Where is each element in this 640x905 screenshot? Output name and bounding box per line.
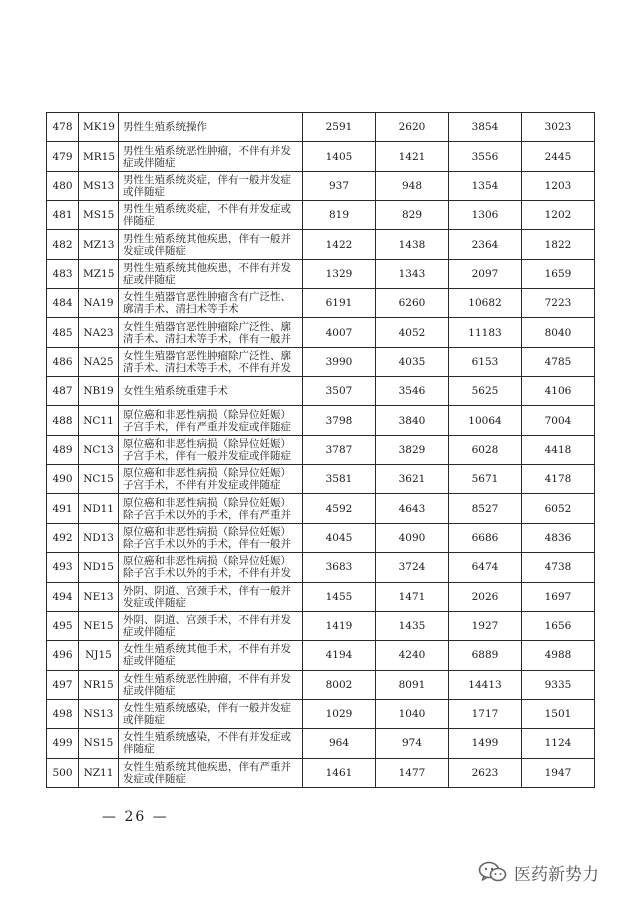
value-col-3: 1306 (449, 201, 522, 230)
drg-name-text: 女性生殖系统感染，不伴有并发症或伴随症 (123, 731, 291, 756)
drg-code: MS15 (79, 201, 119, 230)
drg-code: NA19 (79, 289, 119, 318)
value-col-2: 2620 (376, 113, 449, 142)
row-number: 481 (47, 201, 79, 230)
value-col-4: 3023 (522, 113, 595, 142)
value-col-2: 6260 (376, 289, 449, 318)
value-col-2: 1471 (376, 582, 449, 611)
value-col-3: 2364 (449, 230, 522, 259)
value-col-4: 1659 (522, 259, 595, 288)
value-col-2: 4090 (376, 523, 449, 552)
value-col-1: 8002 (303, 670, 376, 699)
value-col-2: 1435 (376, 611, 449, 640)
value-col-3: 2026 (449, 582, 522, 611)
row-number: 486 (47, 347, 79, 376)
drg-name (119, 142, 303, 171)
value-col-4: 6052 (522, 494, 595, 523)
value-col-1: 6191 (303, 289, 376, 318)
value-col-3: 5625 (449, 377, 522, 406)
value-col-3: 3556 (449, 142, 522, 171)
row-number: 494 (47, 582, 79, 611)
value-col-2: 1438 (376, 230, 449, 259)
drg-name-text: 女性生殖系统感染，伴有一般并发症或伴随症 (123, 702, 291, 727)
drg-name-text: 女性生殖系统其他疾患，伴有严重并发症或伴随症 (123, 760, 291, 785)
value-col-3: 6686 (449, 523, 522, 552)
drg-name-text: 女性生殖器官恶性肿瘤除广泛性、廓清手术、清扫术等手术，伴有一般并 (123, 320, 291, 345)
table-row (47, 406, 595, 435)
value-col-2: 1477 (376, 758, 449, 787)
drg-code: MS13 (79, 171, 119, 200)
table-row (47, 729, 595, 758)
value-col-1: 4007 (303, 318, 376, 347)
drg-code: NZ11 (79, 758, 119, 787)
value-col-3: 8527 (449, 494, 522, 523)
drg-name-text: 原位癌和非恶性病损（除异位妊娠）除子宫手术以外的手术，伴有一般并 (123, 525, 291, 550)
row-number: 499 (47, 729, 79, 758)
drg-code: NC15 (79, 465, 119, 494)
value-col-3: 6153 (449, 347, 522, 376)
table-row (47, 670, 595, 699)
table-body (47, 113, 595, 788)
value-col-3: 2623 (449, 758, 522, 787)
value-col-3: 10064 (449, 406, 522, 435)
value-col-3: 2097 (449, 259, 522, 288)
drg-name-text: 男性生殖系统炎症，伴有一般并发症或伴随症 (123, 173, 291, 198)
value-col-4: 4738 (522, 553, 595, 582)
drg-name (119, 699, 303, 728)
drg-name (119, 347, 303, 376)
value-col-2: 4052 (376, 318, 449, 347)
value-col-3: 10682 (449, 289, 522, 318)
drg-code: NE13 (79, 582, 119, 611)
value-col-1: 937 (303, 171, 376, 200)
table-row (47, 113, 595, 142)
row-number: 500 (47, 758, 79, 787)
drg-name (119, 611, 303, 640)
drg-name (119, 406, 303, 435)
row-number: 488 (47, 406, 79, 435)
value-col-1: 3683 (303, 553, 376, 582)
drg-name (119, 230, 303, 259)
drg-name (119, 318, 303, 347)
value-col-3: 3854 (449, 113, 522, 142)
drg-table-container (46, 112, 594, 788)
drg-name-text: 男性生殖系统操作 (123, 121, 207, 134)
value-col-2: 948 (376, 171, 449, 200)
value-col-4: 4178 (522, 465, 595, 494)
drg-code: MR15 (79, 142, 119, 171)
drg-name (119, 641, 303, 670)
drg-code: NJ15 (79, 641, 119, 670)
drg-name-text: 女性生殖系统恶性肿瘤，不伴有并发症或伴随症 (123, 672, 291, 697)
drg-code: NA25 (79, 347, 119, 376)
value-col-4: 1202 (522, 201, 595, 230)
value-col-1: 4592 (303, 494, 376, 523)
drg-name-text: 男性生殖系统其他疾患，不伴有并发症或伴随症 (123, 261, 291, 286)
table-row (47, 435, 595, 464)
value-col-3: 1354 (449, 171, 522, 200)
watermark-text: 医药新势力 (514, 864, 599, 885)
drg-name (119, 523, 303, 552)
table-row (47, 553, 595, 582)
drg-code: NC11 (79, 406, 119, 435)
value-col-4: 4785 (522, 347, 595, 376)
value-col-1: 4045 (303, 523, 376, 552)
value-col-2: 4035 (376, 347, 449, 376)
row-number: 484 (47, 289, 79, 318)
value-col-1: 819 (303, 201, 376, 230)
table-row (47, 465, 595, 494)
table-row (47, 494, 595, 523)
drg-name (119, 377, 303, 406)
row-number: 485 (47, 318, 79, 347)
drg-name-text: 女性生殖系统其他手术，不伴有并发症或伴随症 (123, 643, 291, 668)
drg-name-text: 女性生殖系统重建手术 (123, 385, 228, 398)
value-col-2: 3621 (376, 465, 449, 494)
value-col-1: 1029 (303, 699, 376, 728)
value-col-2: 829 (376, 201, 449, 230)
table-row (47, 318, 595, 347)
drg-name (119, 729, 303, 758)
drg-code: NS15 (79, 729, 119, 758)
drg-name (119, 465, 303, 494)
table-row (47, 377, 595, 406)
value-col-4: 4988 (522, 641, 595, 670)
value-col-4: 4106 (522, 377, 595, 406)
drg-code: ND15 (79, 553, 119, 582)
row-number: 492 (47, 523, 79, 552)
value-col-3: 6889 (449, 641, 522, 670)
drg-name-text: 女性生殖器官恶性肿瘤含有广泛性、廓清手术、清扫术等手术 (123, 291, 291, 316)
value-col-2: 3724 (376, 553, 449, 582)
drg-name (119, 289, 303, 318)
value-col-2: 4643 (376, 494, 449, 523)
value-col-2: 1343 (376, 259, 449, 288)
value-col-3: 11183 (449, 318, 522, 347)
drg-name-text: 女性生殖器官恶性肿瘤除广泛性、廓清手术、清扫术等手术，不伴有并发 (123, 349, 291, 374)
drg-name (119, 758, 303, 787)
value-col-1: 2591 (303, 113, 376, 142)
value-col-4: 1697 (522, 582, 595, 611)
row-number: 489 (47, 435, 79, 464)
value-col-4: 7223 (522, 289, 595, 318)
value-col-3: 5671 (449, 465, 522, 494)
value-col-2: 4240 (376, 641, 449, 670)
drg-code: NR15 (79, 670, 119, 699)
table-row (47, 523, 595, 552)
row-number: 491 (47, 494, 79, 523)
row-number: 487 (47, 377, 79, 406)
table-row (47, 259, 595, 288)
value-col-4: 2445 (522, 142, 595, 171)
row-number: 498 (47, 699, 79, 728)
table-row (47, 201, 595, 230)
drg-code: MK19 (79, 113, 119, 142)
drg-name-text: 男性生殖系统恶性肿瘤，不伴有并发症或伴随症 (123, 144, 291, 169)
drg-name (119, 201, 303, 230)
row-number: 482 (47, 230, 79, 259)
value-col-4: 1822 (522, 230, 595, 259)
wechat-icon (478, 860, 508, 884)
value-col-1: 1461 (303, 758, 376, 787)
value-col-4: 8040 (522, 318, 595, 347)
value-col-2: 3840 (376, 406, 449, 435)
value-col-2: 1040 (376, 699, 449, 728)
drg-code: NA23 (79, 318, 119, 347)
value-col-3: 1927 (449, 611, 522, 640)
row-number: 479 (47, 142, 79, 171)
value-col-2: 8091 (376, 670, 449, 699)
table-row (47, 582, 595, 611)
value-col-4: 1947 (522, 758, 595, 787)
drg-name (119, 171, 303, 200)
drg-name-text: 原位癌和非恶性病损（除异位妊娠）子宫手术，不伴有并发症或伴随症 (123, 467, 291, 492)
table-row (47, 230, 595, 259)
row-number: 497 (47, 670, 79, 699)
value-col-1: 1455 (303, 582, 376, 611)
drg-name-text: 原位癌和非恶性病损（除异位妊娠）子宫手术，伴有一般并发症或伴随症 (123, 437, 291, 462)
drg-name (119, 494, 303, 523)
row-number: 495 (47, 611, 79, 640)
row-number: 493 (47, 553, 79, 582)
drg-code: NS13 (79, 699, 119, 728)
value-col-1: 1422 (303, 230, 376, 259)
value-col-3: 1499 (449, 729, 522, 758)
value-col-1: 1405 (303, 142, 376, 171)
table-row (47, 611, 595, 640)
drg-name-text: 原位癌和非恶性病损（除异位妊娠）除子宫手术以外的手术，伴有严重并 (123, 496, 291, 521)
row-number: 496 (47, 641, 79, 670)
table-row (47, 641, 595, 670)
value-col-1: 3581 (303, 465, 376, 494)
table-row (47, 699, 595, 728)
drg-name (119, 582, 303, 611)
drg-name-text: 男性生殖系统其他疾患，伴有一般并发症或伴随症 (123, 232, 291, 257)
drg-code: MZ15 (79, 259, 119, 288)
drg-code: MZ13 (79, 230, 119, 259)
value-col-1: 3798 (303, 406, 376, 435)
value-col-1: 964 (303, 729, 376, 758)
drg-name (119, 553, 303, 582)
drg-name-text: 外阴、阴道、宫颈手术，不伴有并发症或伴随症 (123, 614, 291, 639)
drg-name-text: 外阴、阴道、宫颈手术，伴有一般并发症或伴随症 (123, 584, 291, 609)
page-number: — 26 — (102, 809, 169, 825)
value-col-3: 14413 (449, 670, 522, 699)
drg-code: NE15 (79, 611, 119, 640)
value-col-4: 1203 (522, 171, 595, 200)
value-col-4: 1124 (522, 729, 595, 758)
drg-code: ND13 (79, 523, 119, 552)
row-number: 490 (47, 465, 79, 494)
table-row (47, 347, 595, 376)
table-row (47, 171, 595, 200)
value-col-4: 4836 (522, 523, 595, 552)
value-col-4: 4418 (522, 435, 595, 464)
drg-name (119, 670, 303, 699)
watermark (478, 858, 599, 886)
value-col-2: 1421 (376, 142, 449, 171)
drg-code: NC13 (79, 435, 119, 464)
drg-name-text: 原位癌和非恶性病损（除异位妊娠）除子宫手术以外的手术，不伴有并发 (123, 555, 291, 580)
value-col-4: 9335 (522, 670, 595, 699)
table-row (47, 289, 595, 318)
value-col-4: 1656 (522, 611, 595, 640)
value-col-2: 3829 (376, 435, 449, 464)
drg-weight-table (46, 112, 595, 788)
value-col-1: 3990 (303, 347, 376, 376)
value-col-3: 6028 (449, 435, 522, 464)
drg-name (119, 113, 303, 142)
drg-code: NB19 (79, 377, 119, 406)
value-col-2: 974 (376, 729, 449, 758)
value-col-1: 3507 (303, 377, 376, 406)
drg-name-text: 原位癌和非恶性病损（除异位妊娠）子宫手术，伴有严重并发症或伴随症 (123, 408, 291, 433)
value-col-4: 7004 (522, 406, 595, 435)
drg-name-text: 男性生殖系统炎症，不伴有并发症或伴随症 (123, 203, 291, 228)
row-number: 483 (47, 259, 79, 288)
value-col-4: 1501 (522, 699, 595, 728)
value-col-1: 4194 (303, 641, 376, 670)
drg-code: ND11 (79, 494, 119, 523)
table-row (47, 142, 595, 171)
value-col-1: 1419 (303, 611, 376, 640)
drg-name (119, 435, 303, 464)
drg-name (119, 259, 303, 288)
row-number: 478 (47, 113, 79, 142)
value-col-3: 1717 (449, 699, 522, 728)
row-number: 480 (47, 171, 79, 200)
value-col-1: 1329 (303, 259, 376, 288)
value-col-2: 3546 (376, 377, 449, 406)
value-col-1: 3787 (303, 435, 376, 464)
value-col-3: 6474 (449, 553, 522, 582)
table-row (47, 758, 595, 787)
